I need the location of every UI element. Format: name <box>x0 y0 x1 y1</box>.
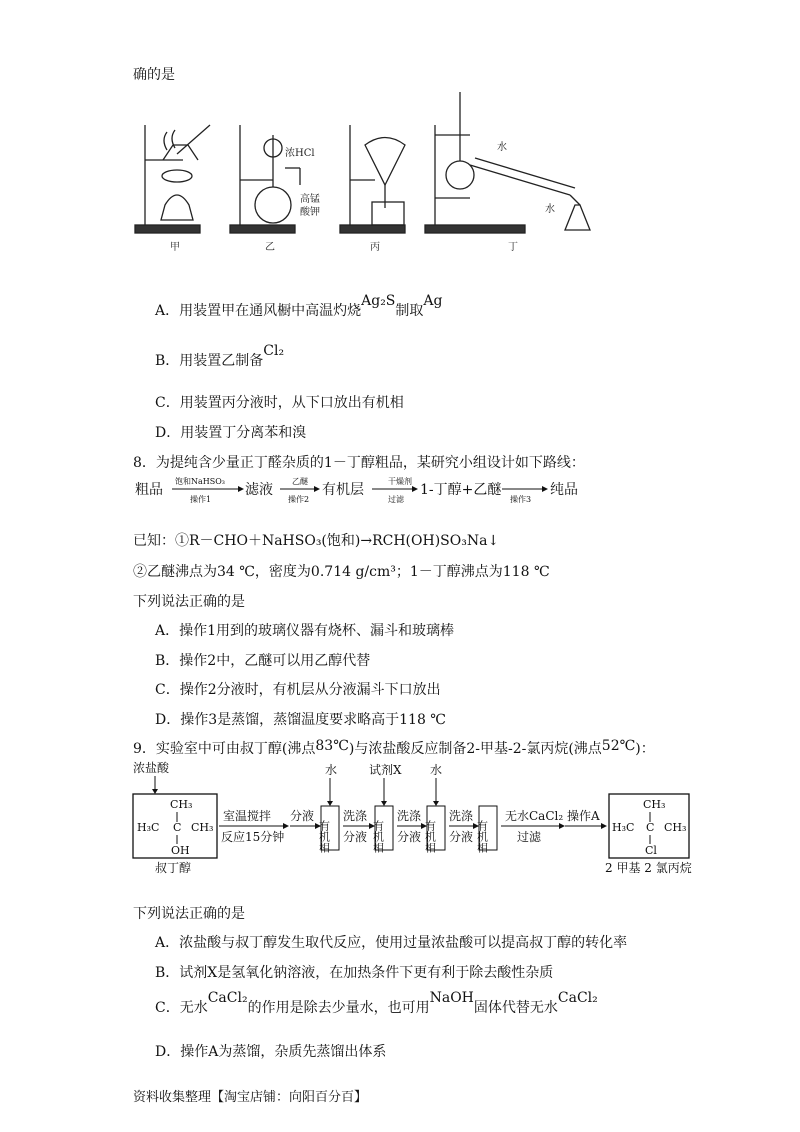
chem-cacl2-1: CaCl₂ <box>207 990 248 1006</box>
q8-option-d: D．操作3是蒸馏，蒸馏温度要求略高于118 ℃ <box>155 712 446 728</box>
q8-known-2: ②乙醚沸点为34 ℃，密度为0.714 g/cm³；1－丁醇沸点为118 ℃ <box>133 564 550 580</box>
apparatus-jia <box>135 125 210 253</box>
svg-text:洗涤: 洗涤 <box>343 809 368 823</box>
apparatus-ding <box>425 92 590 253</box>
svg-text:H₃C: H₃C <box>137 821 160 834</box>
fc-organic-2: 有机相 <box>371 820 385 853</box>
svg-text:水: 水 <box>430 763 443 777</box>
q7-option-a: A．用装置甲在通风橱中高温灼烧Ag₂S制取Ag <box>155 293 443 319</box>
q9-option-d: D．操作A为蒸馏，杂质先蒸馏出体系 <box>155 1044 387 1060</box>
svg-text:洗涤: 洗涤 <box>449 809 474 823</box>
fig-conc-hcl: 浓HCl <box>285 148 315 159</box>
svg-text:干燥剂: 干燥剂 <box>388 477 412 486</box>
svg-text:水: 水 <box>325 763 338 777</box>
svg-text:操作1: 操作1 <box>190 495 212 504</box>
q9-prompt: 下列说法正确的是 <box>133 906 245 922</box>
svg-text:洗涤: 洗涤 <box>397 809 422 823</box>
svg-text:有机层: 有机层 <box>322 482 364 498</box>
fig-kmno4-1: 高锰 <box>300 194 320 205</box>
page-footer: 资料收集整理【淘宝店铺：向阳百分百】 <box>133 1090 368 1105</box>
chem-cl2: Cl₂ <box>263 343 285 359</box>
svg-text:操作A: 操作A <box>567 809 600 823</box>
q7-option-d: D．用装置丁分离苯和溴 <box>155 425 307 441</box>
apparatus-yi <box>230 125 320 253</box>
svg-text:Cl: Cl <box>645 844 657 857</box>
svg-text:乙醚: 乙醚 <box>292 477 308 486</box>
q8-option-b: B．操作2中，乙醚可以用乙醇代替 <box>155 653 371 669</box>
fc-organic-3: 有机相 <box>423 820 437 853</box>
q7-option-c: C．用装置丙分液时，从下口放出有机相 <box>155 395 404 411</box>
apparatus-bing <box>340 125 405 253</box>
svg-text:CH₃: CH₃ <box>170 798 193 811</box>
svg-text:分液: 分液 <box>343 830 368 844</box>
fig-water-out: 水 <box>545 204 555 215</box>
fc-hcl: 浓盐酸 <box>133 761 170 775</box>
bp-product: 52℃ <box>601 738 636 754</box>
q8-option-a: A．操作1用到的玻璃仪器有烧杯、漏斗和玻璃棒 <box>155 623 455 639</box>
apparatus-figure <box>125 90 605 255</box>
fc-product-name: 2 甲基 2 氯丙烷 <box>605 861 692 875</box>
q8-known-1: 已知：①R－CHO＋NaHSO₃(饱和)→RCH(OH)SO₃Na↓ <box>133 533 500 549</box>
chem-ag: Ag <box>423 293 443 309</box>
q7-option-b: B．用装置乙制备Cl₂ <box>155 343 285 369</box>
label-bing: 丙 <box>370 242 380 253</box>
bp-tert-butanol: 83℃ <box>315 738 349 754</box>
svg-text:分液: 分液 <box>397 830 422 844</box>
chem-naoh: NaOH <box>429 990 474 1006</box>
q9-option-b: B．试剂X是氢氧化钠溶液，在加热条件下更有利于除去酸性杂质 <box>155 965 554 981</box>
q8-option-c: C．操作2分液时，有机层从分液漏斗下口放出 <box>155 682 441 698</box>
q9-flowchart <box>125 760 700 875</box>
svg-text:纯品: 纯品 <box>550 482 578 498</box>
svg-text:操作3: 操作3 <box>510 495 532 504</box>
label-ding: 丁 <box>508 242 518 253</box>
q9-stem: 9．实验室中可由叔丁醇(沸点83℃)与浓盐酸反应制备2-甲基-2-氯丙烷(沸点52℃)： <box>133 738 655 757</box>
svg-text:过滤: 过滤 <box>517 830 542 844</box>
q8-route <box>130 474 610 514</box>
svg-text:CH₃: CH₃ <box>643 798 666 811</box>
fig-water-in: 水 <box>497 142 507 153</box>
chem-ag2s: Ag₂S <box>361 293 396 309</box>
svg-text:饱和NaHSO₃: 饱和NaHSO₃ <box>175 477 225 486</box>
svg-text:CH₃: CH₃ <box>664 821 687 834</box>
svg-text:粗品: 粗品 <box>135 482 163 498</box>
chem-cacl2-2: CaCl₂ <box>557 990 598 1006</box>
svg-text:反应15分钟: 反应15分钟 <box>221 830 285 844</box>
svg-text:分液: 分液 <box>290 809 315 823</box>
fc-organic-4: 有机相 <box>475 820 489 853</box>
label-jia: 甲 <box>170 242 180 253</box>
q9-option-a: A．浓盐酸与叔丁醇发生取代反应，使用过量浓盐酸可以提高叔丁醇的转化率 <box>155 935 628 951</box>
fc-reactant-name: 叔丁醇 <box>155 861 192 875</box>
svg-text:无水CaCl₂: 无水CaCl₂ <box>505 809 564 823</box>
svg-text:C: C <box>646 821 655 834</box>
q8-stem: 8．为提纯含少量正丁醛杂质的1－丁醇粗品，某研究小组设计如下路线： <box>133 455 585 471</box>
svg-text:分液: 分液 <box>449 830 474 844</box>
svg-text:C: C <box>173 821 182 834</box>
svg-text:过滤: 过滤 <box>388 495 404 504</box>
fc-organic-1: 有机相 <box>317 820 331 853</box>
svg-text:操作2: 操作2 <box>288 495 310 504</box>
q9-option-c: C．无水CaCl₂的作用是除去少量水，也可用NaOH固体代替无水CaCl₂ <box>155 990 598 1016</box>
q7-stem-tail: 确的是 <box>133 67 175 83</box>
svg-text:OH: OH <box>171 844 190 857</box>
svg-text:CH₃: CH₃ <box>191 821 214 834</box>
q8-prompt: 下列说法正确的是 <box>133 594 245 610</box>
svg-text:1-丁醇+乙醚: 1-丁醇+乙醚 <box>420 482 502 498</box>
svg-text:滤液: 滤液 <box>245 482 273 498</box>
fig-kmno4-2: 酸钾 <box>300 207 320 218</box>
svg-text:试剂X: 试剂X <box>369 763 402 777</box>
svg-text:H₃C: H₃C <box>612 821 635 834</box>
label-yi: 乙 <box>265 242 275 253</box>
svg-text:室温搅拌: 室温搅拌 <box>223 809 272 823</box>
